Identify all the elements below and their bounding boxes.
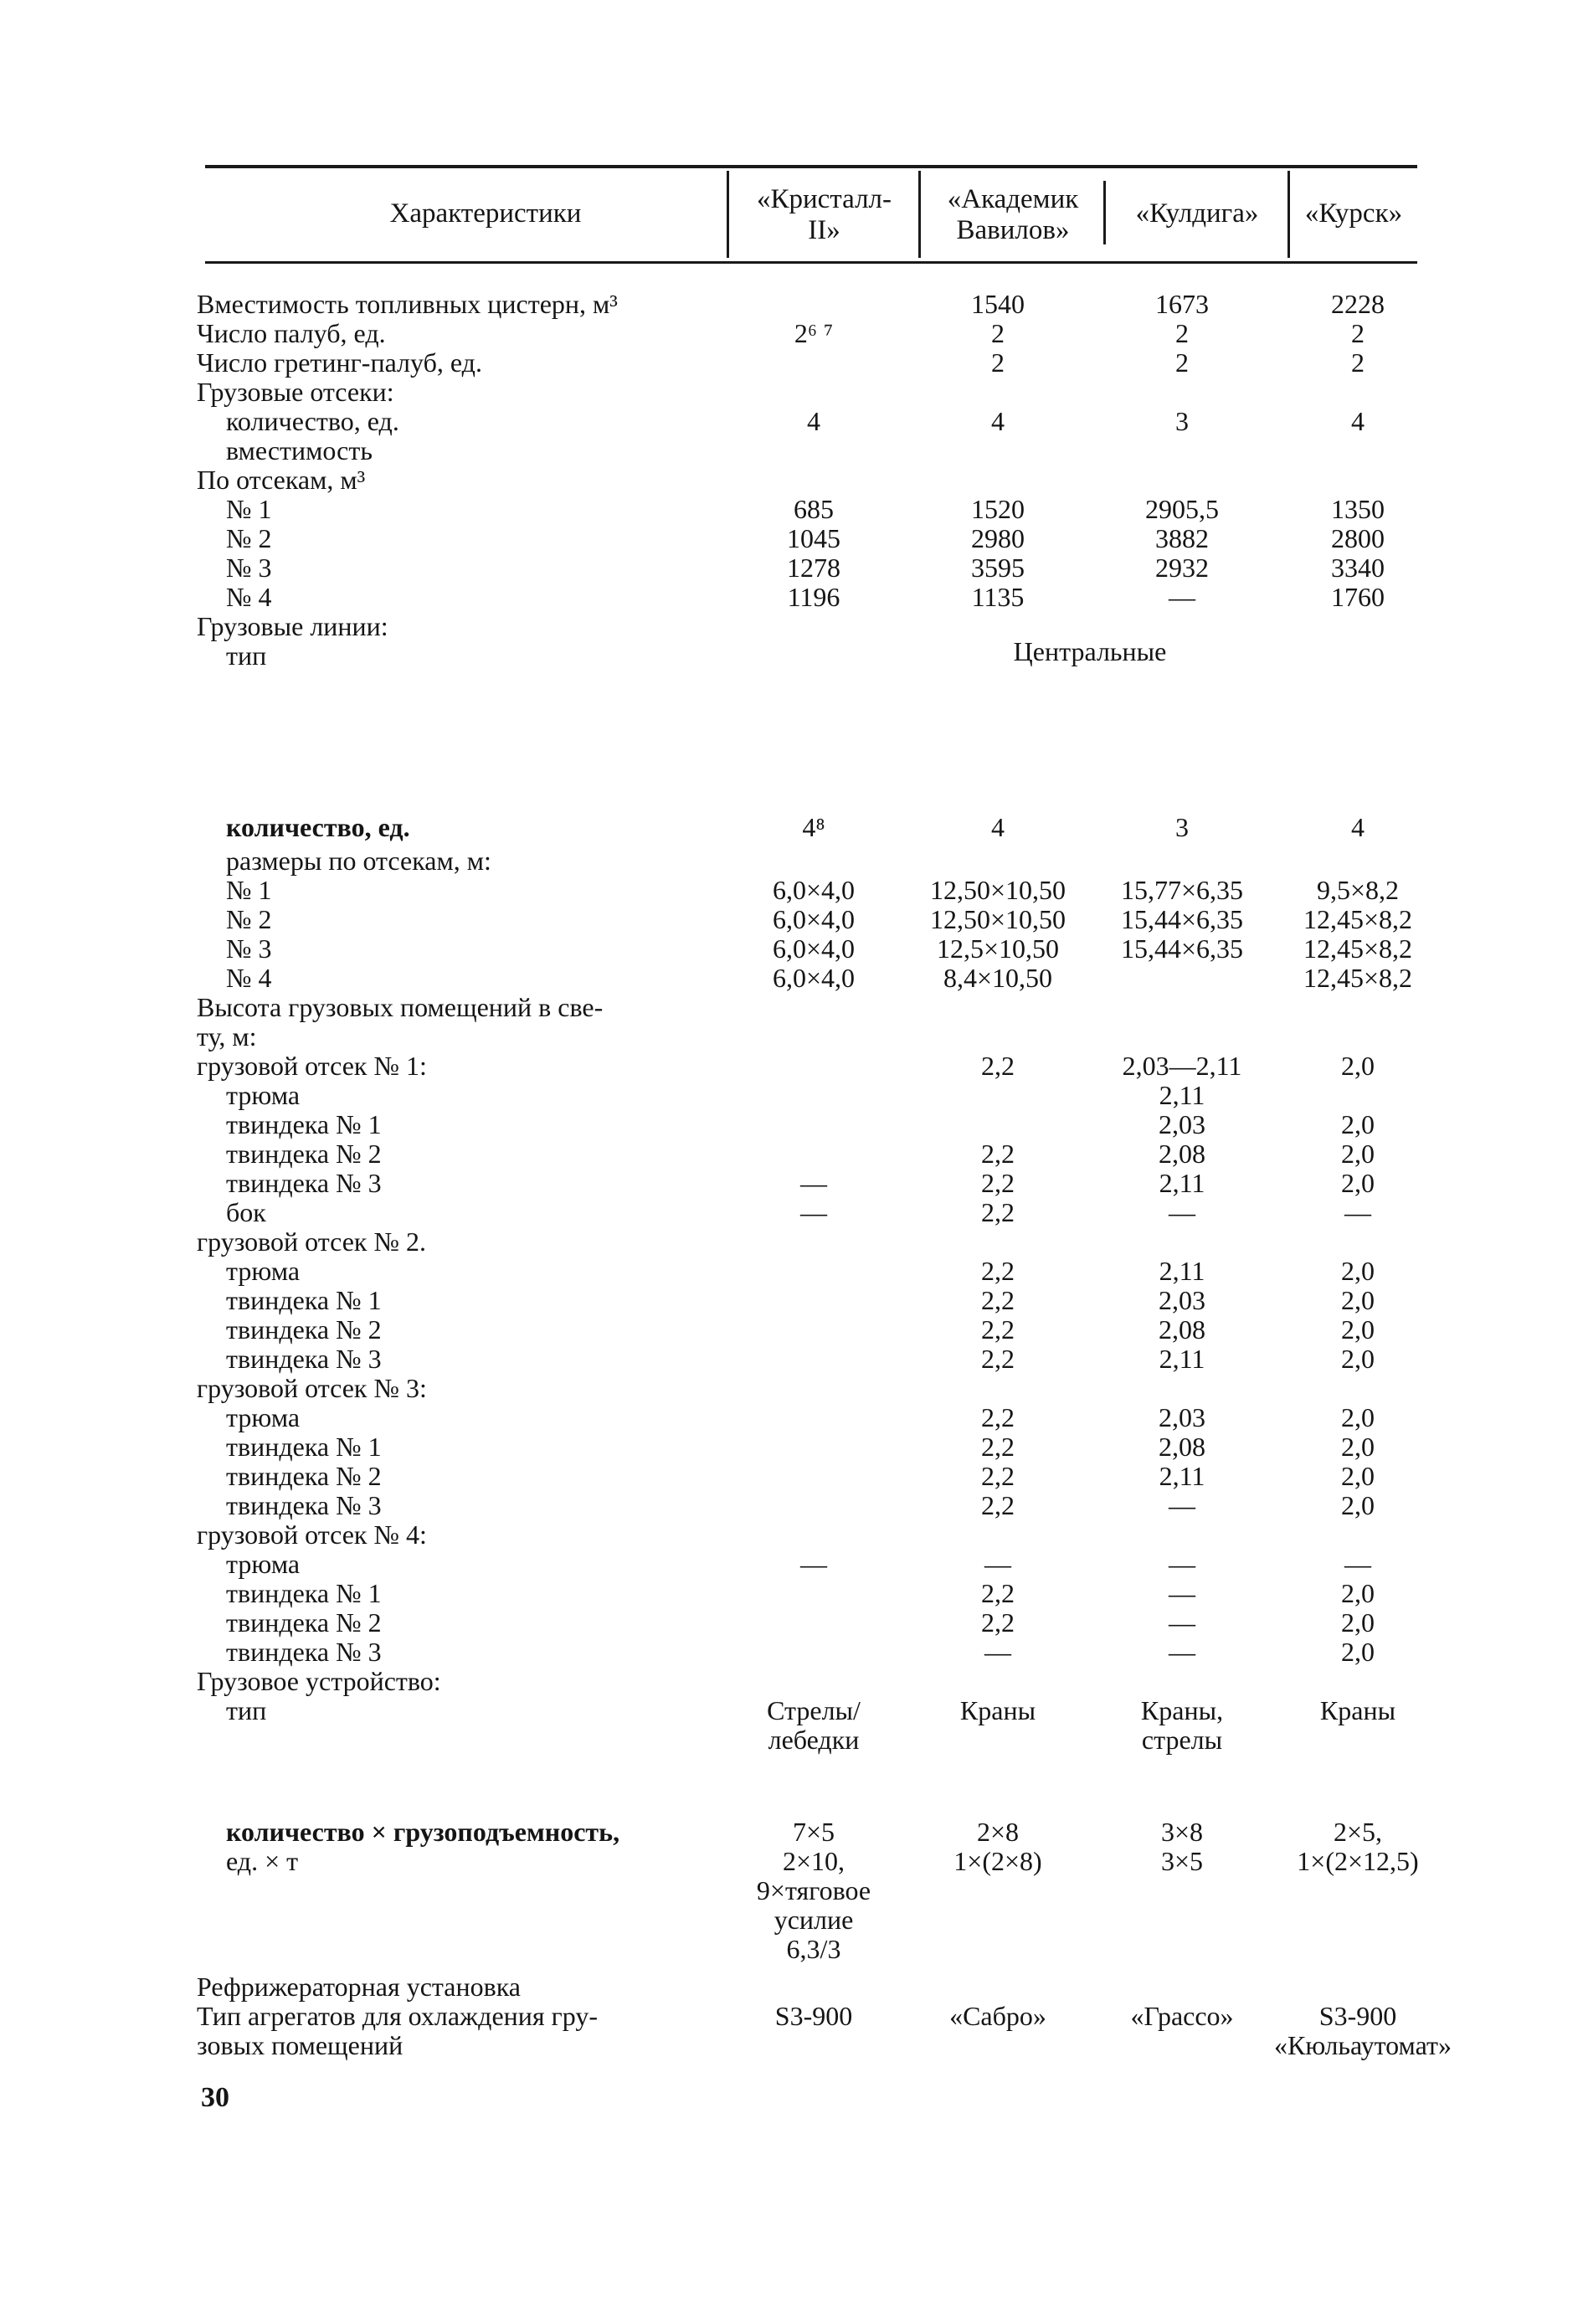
table-cell: 2,2 [981, 1285, 1015, 1315]
table-cell: — [800, 1197, 827, 1227]
table-cell: 2,0 [1341, 1432, 1375, 1462]
table-cell: 2×8 [976, 1817, 1020, 1847]
table-cell: Краны [959, 1695, 1036, 1725]
row-label: Число палуб, ед. [197, 318, 386, 348]
table-cell: 15,77×6,35 [1120, 875, 1244, 905]
row-label: твиндека № 2 [226, 1139, 382, 1169]
table-cell: 2 [1351, 347, 1365, 378]
row-label: № 2 [226, 523, 272, 553]
table-cell: 6,0×4,0 [772, 933, 856, 964]
row-label: количество × грузоподъемность, [226, 1817, 620, 1847]
table-cell: 2,2 [981, 1432, 1015, 1462]
row-label: грузовой отсек № 1: [197, 1051, 427, 1081]
row-label: Высота грузовых помещений в све- [197, 992, 604, 1022]
table-cell: 2,0 [1341, 1314, 1375, 1345]
column-divider [1287, 171, 1290, 258]
table-cell: 2,0 [1341, 1139, 1375, 1169]
table-cell: 2,0 [1341, 1168, 1375, 1198]
table-cell: 2228 [1331, 289, 1385, 319]
row-label: трюма [226, 1549, 301, 1579]
table-cell: — [1169, 1197, 1195, 1227]
table-cell: 2,11 [1159, 1256, 1205, 1286]
table-cell: 6,3/3 [786, 1934, 841, 1964]
table-cell: 15,44×6,35 [1120, 904, 1244, 934]
row-label: № 2 [226, 904, 272, 934]
table-cell: 2,08 [1159, 1139, 1205, 1169]
row-label: тип [226, 1695, 267, 1725]
table-cell: 2,0 [1341, 1344, 1375, 1374]
table-cell: 1135 [971, 582, 1025, 612]
table-cell: 2,2 [981, 1168, 1015, 1198]
table-cell: 4 [991, 812, 1005, 842]
table-cell: 2×10, [782, 1846, 845, 1876]
table-cell: 4 [1351, 406, 1365, 436]
table-cell: 2,0 [1341, 1285, 1375, 1315]
table-cell: 2,03 [1159, 1402, 1205, 1432]
row-label: По отсекам, м³ [197, 465, 366, 495]
table-cell: 2,03 [1159, 1285, 1205, 1315]
row-label: количество, ед. [226, 812, 410, 842]
header-characteristics: Характеристики [389, 198, 582, 229]
row-label: Число гретинг-палуб, ед. [197, 347, 482, 378]
table-cell: — [1344, 1197, 1371, 1227]
table-cell: 12,45×8,2 [1303, 933, 1413, 964]
table-cell: 2,2 [981, 1461, 1015, 1491]
table-cell: — [1169, 582, 1195, 612]
row-label: № 4 [226, 963, 272, 993]
table-cell: 2,2 [981, 1402, 1015, 1432]
table-cell: 3595 [971, 553, 1025, 583]
row-label: вместимость [226, 435, 373, 465]
table-header-rule [205, 261, 1417, 264]
page-number: 30 [201, 2082, 229, 2113]
row-label: грузовой отсек № 3: [197, 1373, 427, 1403]
row-label: зовых помещений [197, 2030, 403, 2060]
table-cell: 2,03—2,11 [1122, 1051, 1242, 1081]
table-cell: — [1344, 1549, 1371, 1579]
row-label: твиндека № 3 [226, 1168, 382, 1198]
table-cell: 2⁶ ⁷ [794, 318, 834, 348]
table-cell: 2,2 [981, 1607, 1015, 1638]
table-cell: 4 [991, 406, 1005, 436]
table-cell: 2 [1351, 318, 1365, 348]
table-cell: 2,0 [1341, 1461, 1375, 1491]
table-cell: 1045 [787, 523, 840, 553]
row-label: тип [226, 640, 267, 671]
table-cell: 2,0 [1341, 1607, 1375, 1638]
table-cell: — [800, 1549, 827, 1579]
row-label: твиндека № 2 [226, 1607, 382, 1638]
table-cell: стрелы [1141, 1725, 1223, 1755]
table-cell: 2980 [971, 523, 1025, 553]
table-cell: 2932 [1155, 553, 1209, 583]
row-label: твиндека № 1 [226, 1578, 382, 1608]
table-cell: — [800, 1168, 827, 1198]
table-cell: 12,45×8,2 [1303, 963, 1413, 993]
row-label: твиндека № 2 [226, 1461, 382, 1491]
table-cell: 3882 [1155, 523, 1209, 553]
row-label: твиндека № 1 [226, 1285, 382, 1315]
table-cell: 2 [1175, 347, 1189, 378]
table-cell: 2,2 [981, 1344, 1015, 1374]
row-label: ту, м: [197, 1021, 257, 1051]
table-cell: 2,11 [1159, 1344, 1205, 1374]
table-cell: 1×(2×8) [953, 1846, 1042, 1876]
table-cell: 9×тяговое [756, 1875, 871, 1905]
table-cell: S3-900 [1318, 2001, 1397, 2031]
table-cell: 2 [991, 318, 1005, 348]
table-cell: 2,2 [981, 1578, 1015, 1608]
row-label: твиндека № 3 [226, 1490, 382, 1520]
row-label: № 3 [226, 933, 272, 964]
row-label: количество, ед. [226, 406, 399, 436]
table-cell: 3×8 [1160, 1817, 1204, 1847]
row-label: грузовой отсек № 4: [197, 1519, 427, 1550]
table-cell: 4 [807, 406, 820, 436]
row-label: Грузовые отсеки: [197, 377, 394, 407]
table-cell: S3-900 [774, 2001, 853, 2031]
table-cell: 4⁸ [802, 812, 825, 842]
table-cell: Краны, [1140, 1695, 1224, 1725]
row-label: Вместимость топливных цистерн, м³ [197, 289, 618, 319]
table-cell: «Грассо» [1130, 2001, 1234, 2031]
table-cell: 2,03 [1159, 1109, 1205, 1139]
table-cell: 1196 [787, 582, 840, 612]
table-cell: 2 [991, 347, 1005, 378]
row-label: грузовой отсек № 2. [197, 1226, 426, 1257]
table-cell: 2,0 [1341, 1109, 1375, 1139]
table-cell: 1350 [1331, 494, 1385, 524]
table-cell: 6,0×4,0 [772, 963, 856, 993]
table-cell: 12,50×10,50 [929, 904, 1066, 934]
row-label: Рефрижераторная установка [197, 1972, 521, 2002]
table-cell: 2905,5 [1145, 494, 1219, 524]
table-cell: «Кюльаутомат» [1274, 2030, 1452, 2060]
table-cell: 2800 [1331, 523, 1385, 553]
table-cell: 2 [1175, 318, 1189, 348]
table-cell: — [1169, 1637, 1195, 1667]
table-cell: — [1169, 1490, 1195, 1520]
row-label: Тип агрегатов для охлаждения гру- [197, 2001, 598, 2031]
table-cell: 1×(2×12,5) [1297, 1846, 1419, 1876]
table-cell: 15,44×6,35 [1120, 933, 1244, 964]
table-cell: 8,4×10,50 [943, 963, 1053, 993]
header-ship-2-line-2: Вавилов» [956, 215, 1070, 245]
table-cell: 2,11 [1159, 1461, 1205, 1491]
table-cell: 7×5 [792, 1817, 835, 1847]
table-cell: 6,0×4,0 [772, 875, 856, 905]
table-top-rule [205, 165, 1417, 168]
row-label: твиндека № 3 [226, 1344, 382, 1374]
table-cell: 2,0 [1341, 1051, 1375, 1081]
table-cell: 2,08 [1159, 1314, 1205, 1345]
table-cell: — [1169, 1549, 1195, 1579]
row-label: № 4 [226, 582, 272, 612]
header-ship-1-line-1: «Кристалл- [756, 184, 892, 214]
table-cell: 1520 [971, 494, 1025, 524]
table-cell: 3 [1175, 812, 1189, 842]
table-cell: 2,0 [1341, 1578, 1375, 1608]
row-label: ед. × т [226, 1846, 299, 1876]
row-label: № 3 [226, 553, 272, 583]
header-ship-2-line-1: «Академик [947, 184, 1079, 214]
row-label: размеры по отсекам, м: [226, 846, 491, 876]
table-cell: 1673 [1155, 289, 1209, 319]
table-cell: 2,08 [1159, 1432, 1205, 1462]
header-ship-1-line-2: II» [808, 215, 840, 245]
table-cell: — [984, 1549, 1011, 1579]
table-cell: 2,0 [1341, 1256, 1375, 1286]
table-cell: 12,45×8,2 [1303, 904, 1413, 934]
table-cell: лебедки [768, 1725, 860, 1755]
table-cell: 2,0 [1341, 1637, 1375, 1667]
row-label: трюма [226, 1402, 301, 1432]
table-cell: 2,0 [1341, 1402, 1375, 1432]
table-cell: 2,2 [981, 1197, 1015, 1227]
table-cell: 685 [794, 494, 834, 524]
cargo-lines-type-value: Центральные [1013, 636, 1167, 666]
table-cell: 12,50×10,50 [929, 875, 1066, 905]
header-ship-4: «Курск» [1304, 198, 1403, 229]
row-label: № 1 [226, 494, 272, 524]
table-cell: 2,0 [1341, 1490, 1375, 1520]
row-label: трюма [226, 1080, 301, 1110]
header-ship-3: «Кулдига» [1135, 198, 1259, 229]
table-cell: — [1169, 1578, 1195, 1608]
table-cell: 2,2 [981, 1490, 1015, 1520]
table-cell: 2,2 [981, 1051, 1015, 1081]
table-cell: 4 [1351, 812, 1365, 842]
row-label: № 1 [226, 875, 272, 905]
column-divider [727, 171, 729, 258]
row-label: бок [226, 1197, 266, 1227]
table-cell: 2×5, [1333, 1817, 1383, 1847]
row-label: твиндека № 2 [226, 1314, 382, 1345]
table-cell: 1540 [971, 289, 1025, 319]
table-cell: 2,11 [1159, 1080, 1205, 1110]
table-cell: — [1169, 1607, 1195, 1638]
table-cell: 2,2 [981, 1314, 1015, 1345]
table-cell: — [984, 1637, 1011, 1667]
table-cell: 6,0×4,0 [772, 904, 856, 934]
row-label: Грузовое устройство: [197, 1666, 441, 1696]
table-cell: 3340 [1331, 553, 1385, 583]
table-cell: 2,11 [1159, 1168, 1205, 1198]
table-cell: 3×5 [1160, 1846, 1204, 1876]
row-label: твиндека № 1 [226, 1109, 382, 1139]
table-cell: 1760 [1331, 582, 1385, 612]
row-label: твиндека № 3 [226, 1637, 382, 1667]
table-cell: 2,2 [981, 1256, 1015, 1286]
table-cell: 12,5×10,50 [936, 933, 1060, 964]
table-cell: Краны [1319, 1695, 1396, 1725]
table-cell: «Сабро» [949, 2001, 1046, 2031]
row-label: Грузовые линии: [197, 611, 388, 641]
table-cell: Стрелы/ [767, 1695, 861, 1725]
row-label: твиндека № 1 [226, 1432, 382, 1462]
row-label: трюма [226, 1256, 301, 1286]
table-cell: усилие [774, 1905, 854, 1935]
table-cell: 2,2 [981, 1139, 1015, 1169]
table-cell: 1278 [787, 553, 840, 583]
table-cell: 9,5×8,2 [1316, 875, 1400, 905]
table-cell: 3 [1175, 406, 1189, 436]
